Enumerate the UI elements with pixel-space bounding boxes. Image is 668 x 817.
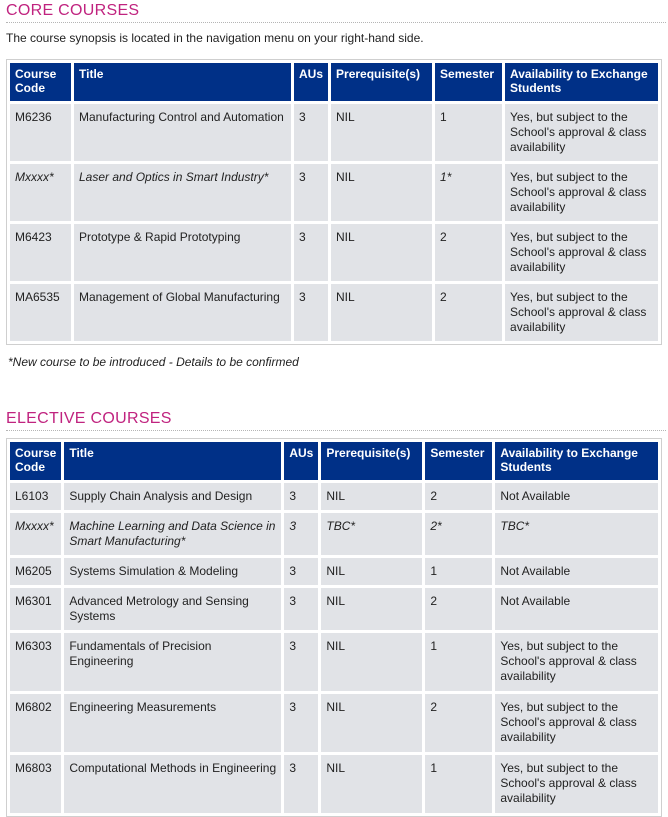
header-prerequisites: Prerequisite(s) (331, 63, 432, 101)
header-aus: AUs (284, 442, 318, 480)
core-courses-heading: CORE COURSES (6, 2, 666, 23)
elective-header-row (10, 442, 658, 480)
availability-cell: Yes, but subject to the School's approval & class availability (505, 284, 658, 341)
course-title-cell: Advanced Metrology and Sensing Systems (64, 588, 281, 630)
aus-cell: 3 (294, 104, 328, 161)
course-code-cell: M6236 (10, 104, 71, 161)
course-title-cell: Systems Simulation & Modeling (64, 558, 281, 585)
core-courses-table-container (6, 59, 662, 345)
core-header-row (10, 63, 658, 101)
course-code-cell: M6423 (10, 224, 71, 281)
semester-cell: 2 (425, 483, 492, 510)
header-title: Title (74, 63, 291, 101)
course-title-cell: Prototype & Rapid Prototyping (74, 224, 291, 281)
prerequisite-cell: NIL (321, 483, 422, 510)
table-row (10, 558, 658, 585)
table-row (10, 284, 658, 341)
availability-cell: Yes, but subject to the School's approval & class availability (505, 224, 658, 281)
header-availability: Availability to Exchange Students (505, 63, 658, 101)
header-semester: Semester (425, 442, 492, 480)
header-title: Title (64, 442, 281, 480)
table-row (10, 694, 658, 752)
elective-courses-heading: ELECTIVE COURSES (6, 410, 666, 431)
aus-cell: 3 (284, 558, 318, 585)
availability-cell: Yes, but subject to the School's approval & class availability (495, 633, 658, 691)
course-title-cell: Computational Methods in Engineering (64, 755, 281, 813)
aus-cell: 3 (284, 483, 318, 510)
course-code-cell: M6802 (10, 694, 61, 752)
aus-cell: 3 (284, 755, 318, 813)
header-availability: Availability to Exchange Students (495, 442, 658, 480)
header-aus: AUs (294, 63, 328, 101)
course-title-cell: Laser and Optics in Smart Industry* (74, 164, 291, 221)
header-semester: Semester (435, 63, 502, 101)
aus-cell: 3 (294, 224, 328, 281)
course-code-cell: Mxxxx* (10, 164, 71, 221)
course-code-cell: M6301 (10, 588, 61, 630)
availability-cell: Yes, but subject to the School's approval & class availability (495, 694, 658, 752)
prerequisite-cell: NIL (331, 224, 432, 281)
semester-cell: 1* (435, 164, 502, 221)
table-row (10, 513, 658, 555)
table-row (10, 224, 658, 281)
elective-courses-table (7, 439, 661, 816)
semester-cell: 1 (425, 558, 492, 585)
course-title-cell: Fundamentals of Precision Engineering (64, 633, 281, 691)
course-title-cell: Supply Chain Analysis and Design (64, 483, 281, 510)
prerequisite-cell: NIL (331, 164, 432, 221)
course-title-cell: Machine Learning and Data Science in Smart Manufacturing* (64, 513, 281, 555)
semester-cell: 1 (435, 104, 502, 161)
course-code-cell: M6803 (10, 755, 61, 813)
prerequisite-cell: NIL (321, 755, 422, 813)
course-title-cell: Engineering Measurements (64, 694, 281, 752)
new-course-footnote: *New course to be introduced - Details to be confirmed (8, 355, 299, 369)
aus-cell: 3 (294, 164, 328, 221)
course-code-cell: MA6535 (10, 284, 71, 341)
prerequisite-cell: NIL (321, 558, 422, 585)
header-prerequisites: Prerequisite(s) (321, 442, 422, 480)
prerequisite-cell: NIL (331, 284, 432, 341)
semester-cell: 2 (435, 284, 502, 341)
prerequisite-cell: NIL (321, 694, 422, 752)
course-title-cell: Management of Global Manufacturing (74, 284, 291, 341)
core-intro-text: The course synopsis is located in the navigation menu on your right-hand side. (6, 31, 424, 45)
table-row (10, 588, 658, 630)
semester-cell: 2* (425, 513, 492, 555)
prerequisite-cell: NIL (331, 104, 432, 161)
table-row (10, 164, 658, 221)
availability-cell: TBC* (495, 513, 658, 555)
availability-cell: Not Available (495, 558, 658, 585)
semester-cell: 2 (425, 588, 492, 630)
prerequisite-cell: TBC* (321, 513, 422, 555)
course-code-cell: Mxxxx* (10, 513, 61, 555)
aus-cell: 3 (294, 284, 328, 341)
availability-cell: Yes, but subject to the School's approval & class availability (505, 164, 658, 221)
elective-courses-table-container (6, 438, 662, 817)
table-row (10, 755, 658, 813)
availability-cell: Yes, but subject to the School's approval & class availability (495, 755, 658, 813)
header-course-code: Course Code (10, 442, 61, 480)
header-course-code: Course Code (10, 63, 71, 101)
prerequisite-cell: NIL (321, 633, 422, 691)
availability-cell: Not Available (495, 588, 658, 630)
aus-cell: 3 (284, 633, 318, 691)
core-courses-table (7, 60, 661, 344)
prerequisite-cell: NIL (321, 588, 422, 630)
semester-cell: 2 (435, 224, 502, 281)
course-code-cell: L6103 (10, 483, 61, 510)
semester-cell: 1 (425, 633, 492, 691)
aus-cell: 3 (284, 588, 318, 630)
table-row (10, 483, 658, 510)
table-row (10, 633, 658, 691)
availability-cell: Yes, but subject to the School's approval & class availability (505, 104, 658, 161)
semester-cell: 1 (425, 755, 492, 813)
availability-cell: Not Available (495, 483, 658, 510)
course-code-cell: M6303 (10, 633, 61, 691)
course-code-cell: M6205 (10, 558, 61, 585)
semester-cell: 2 (425, 694, 492, 752)
aus-cell: 3 (284, 694, 318, 752)
course-title-cell: Manufacturing Control and Automation (74, 104, 291, 161)
aus-cell: 3 (284, 513, 318, 555)
table-row (10, 104, 658, 161)
